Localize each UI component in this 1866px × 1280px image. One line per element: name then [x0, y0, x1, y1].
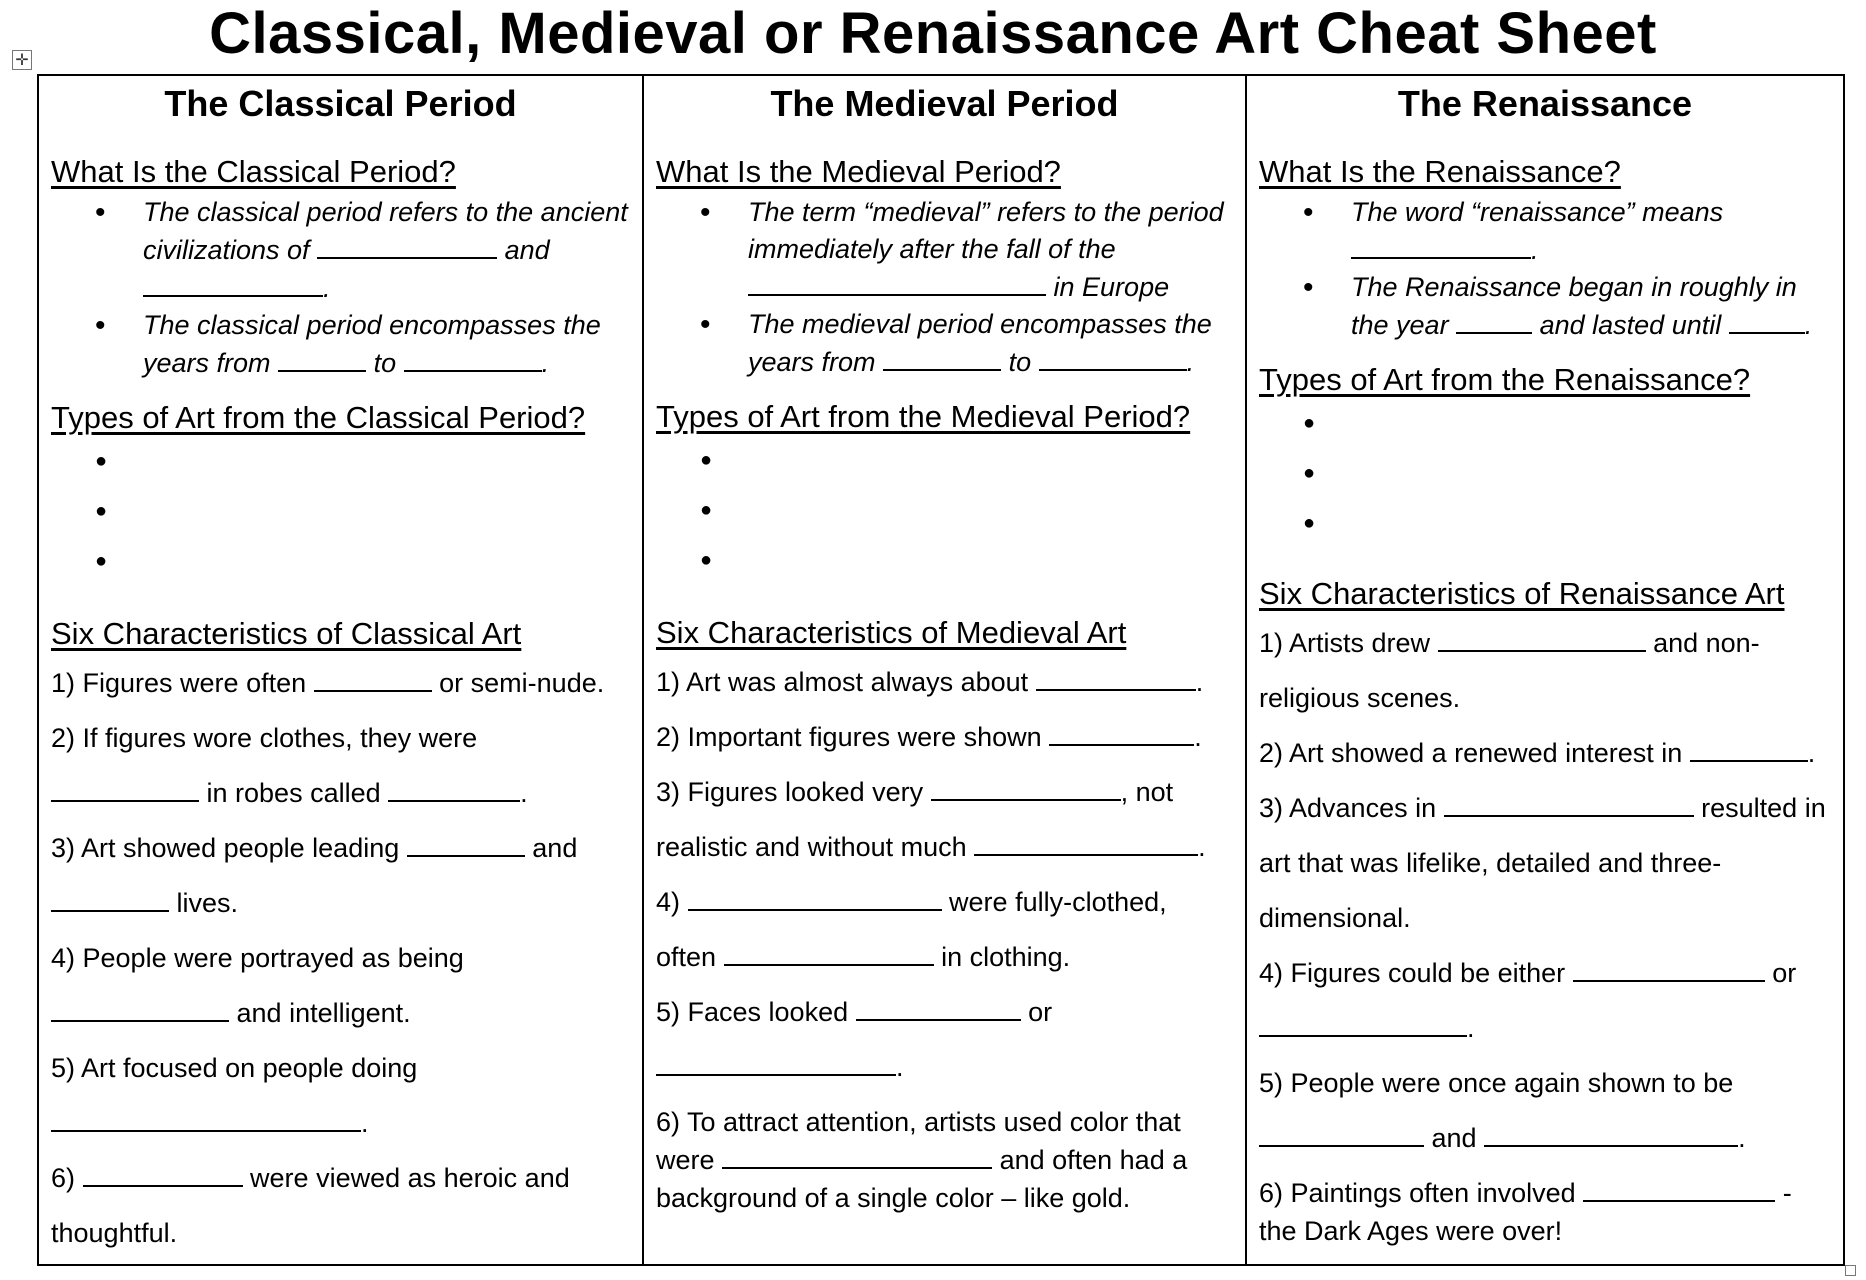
list-item[interactable]	[1259, 404, 1831, 454]
fill-blank[interactable]	[656, 1048, 896, 1076]
char-text: 2) Art showed a renewed interest in	[1259, 738, 1683, 768]
list-item[interactable]	[51, 542, 630, 592]
bullet-text: The term “medieval” refers to the period immediately after the fall of the	[748, 197, 1224, 264]
char-text: 6) To attract attention, artists used color that were	[656, 1107, 1181, 1175]
list-item	[656, 194, 1233, 306]
char-text: 3) Figures looked very	[656, 777, 924, 807]
char-text: 6)	[51, 1163, 76, 1193]
renaissance-what-list	[1259, 194, 1831, 344]
bullet-text: The classical period refers to the ancient civilizations of	[143, 197, 628, 265]
classical-types-list	[51, 442, 630, 592]
classical-what-heading: What Is the Classical Period?	[51, 154, 456, 189]
medieval-column	[642, 76, 1245, 1264]
list-item: • The medieval period encompasses the years from to .	[656, 306, 1233, 381]
char-text: 2) If figures wore clothes, they were	[51, 723, 478, 753]
fill-blank[interactable]	[856, 993, 1021, 1021]
renaissance-heading: The Renaissance	[1397, 83, 1693, 124]
char-text: resulted in art that was lifelike, detailed and three-dimensional.	[1259, 793, 1826, 933]
char-text: 5) People were once again shown to be	[1259, 1068, 1734, 1098]
renaissance-what-heading: What Is the Renaissance?	[1259, 154, 1621, 189]
fill-blank[interactable]	[748, 268, 1046, 296]
renaissance-column	[1245, 76, 1843, 1264]
char-text: 3) Advances in	[1259, 793, 1437, 823]
bullet-text: The classical period encompasses the years from	[143, 310, 601, 378]
cheat-sheet-table	[37, 74, 1845, 1266]
char-text: 4) Figures could be either	[1259, 958, 1566, 988]
fill-blank[interactable]	[83, 1159, 243, 1187]
bullet-text: The word “renaissance” means	[1351, 197, 1724, 227]
char-text: - the Dark Ages were over!	[1259, 1178, 1792, 1246]
renaissance-types-heading: Types of Art from the Renaissance?	[1259, 362, 1751, 397]
fill-blank[interactable]	[688, 883, 942, 911]
fill-blank[interactable]	[388, 774, 520, 802]
char-text: and non-religious scenes.	[1259, 628, 1760, 713]
classical-types-heading: Types of Art from the Classical Period?	[51, 400, 586, 435]
bullet-text: and lasted until	[1539, 310, 1722, 340]
char-text: , not realistic and without much	[656, 777, 1174, 862]
fill-blank[interactable]	[1456, 306, 1532, 334]
fill-blank[interactable]	[51, 774, 199, 802]
table-resize-handle[interactable]	[1845, 1265, 1856, 1276]
fill-blank[interactable]	[1729, 306, 1805, 334]
classical-heading: The Classical Period	[164, 83, 517, 124]
fill-blank[interactable]	[278, 344, 366, 372]
char-text: in robes called	[206, 778, 381, 808]
classical-what-list	[51, 194, 630, 382]
char-text: 3) Art showed people leading	[51, 833, 400, 863]
char-text: or	[1772, 958, 1797, 988]
fill-blank[interactable]	[1690, 734, 1808, 762]
fill-blank[interactable]	[1484, 1119, 1738, 1147]
renaissance-chars: 1) Artists drew and non-religious scenes. 2) Art showed a renewed interest in . 3) Advances in resulted in art that was lifelike, detailed and three-dimensional. 4) Figures could be either or . 5) People were once again shown to be and . 6) Paintings often involved - the Dark Ages were over!	[1259, 616, 1831, 1250]
char-text: or	[1028, 997, 1053, 1027]
classical-chars: 1) Figures were often or semi-nude. 2) If figures wore clothes, they were in robes called . 3) Art showed people leading and lives. 4) People were portrayed as being and intelligent. 5) Art focused on people doing . 6) were viewed as heroic and thoughtful.	[51, 656, 630, 1261]
bullet-text: and	[504, 235, 550, 265]
list-item[interactable]	[1259, 454, 1831, 504]
page-title: Classical, Medieval or Renaissance Art Cheat Sheet	[209, 1, 1657, 66]
bullet-text: The Renaissance began in roughly in the year	[1351, 272, 1797, 340]
bullet-text: in Europe	[1053, 272, 1170, 302]
medieval-chars: 1) Art was almost always about . 2) Important figures were shown . 3) Figures looked very , not realistic and without much . 4) were fully-clothed, often in clothing. 5) Faces looked or . 6) To attract attention, artists used color that were and often had a background of a single color – like gold.	[656, 655, 1233, 1217]
char-text: 1) Figures were often	[51, 668, 307, 698]
fill-blank[interactable]	[974, 828, 1198, 856]
medieval-what-list	[656, 194, 1233, 381]
list-item[interactable]	[51, 492, 630, 542]
char-text: and often had a background of a single color – like gold.	[656, 1145, 1188, 1213]
char-text: 1) Artists drew	[1259, 628, 1431, 658]
fill-blank[interactable]	[1039, 343, 1187, 371]
classical-chars-heading: Six Characteristics of Classical Art	[51, 616, 522, 651]
fill-blank[interactable]	[1351, 231, 1531, 259]
char-text: 6) Paintings often involved	[1259, 1178, 1576, 1208]
fill-blank[interactable]	[143, 269, 323, 297]
char-text: 4)	[656, 887, 681, 917]
renaissance-types-list	[1259, 404, 1831, 554]
bullet-text: to	[1008, 347, 1032, 377]
fill-blank[interactable]	[1259, 1009, 1467, 1037]
fill-blank[interactable]	[1438, 624, 1646, 652]
char-text: 5) Faces looked	[656, 997, 849, 1027]
fill-blank[interactable]	[51, 994, 229, 1022]
fill-blank[interactable]	[1583, 1174, 1775, 1202]
list-item[interactable]	[656, 441, 1233, 491]
fill-blank[interactable]	[1036, 663, 1196, 691]
fill-blank[interactable]	[724, 938, 934, 966]
fill-blank[interactable]	[404, 344, 542, 372]
list-item[interactable]	[656, 491, 1233, 541]
bullet-text: to	[373, 348, 397, 378]
char-text: 4) People were portrayed as being	[51, 943, 464, 973]
fill-blank[interactable]	[51, 1104, 361, 1132]
char-text: 1) Art was almost always about	[656, 667, 1029, 697]
list-item[interactable]	[656, 541, 1233, 591]
fill-blank[interactable]	[314, 664, 432, 692]
medieval-types-heading: Types of Art from the Medieval Period?	[656, 399, 1191, 434]
medieval-heading: The Medieval Period	[770, 83, 1119, 124]
list-item: • The Renaissance began in roughly in the year and lasted until .	[1259, 269, 1831, 344]
fill-blank[interactable]	[1444, 789, 1694, 817]
medieval-types-list	[656, 441, 1233, 591]
char-text: and	[532, 833, 578, 863]
char-text: in clothing.	[941, 942, 1071, 972]
list-item: • The classical period refers to the ancient civilizations of and .	[51, 194, 630, 307]
medieval-chars-heading: Six Characteristics of Medieval Art	[656, 615, 1127, 650]
char-text: lives.	[176, 888, 239, 918]
fill-blank[interactable]	[722, 1141, 992, 1169]
bullet-text: The medieval period encompasses the years from	[748, 309, 1212, 377]
fill-blank[interactable]	[51, 884, 169, 912]
char-text: were viewed as heroic and thoughtful.	[51, 1163, 570, 1248]
char-text: 2) Important figures were shown	[656, 722, 1042, 752]
list-item[interactable]	[1259, 504, 1831, 554]
char-text: and intelligent.	[236, 998, 411, 1028]
fill-blank[interactable]	[1259, 1119, 1424, 1147]
char-text: were fully-clothed, often	[656, 887, 1167, 972]
table-move-handle-icon[interactable]: ✛	[12, 50, 32, 70]
char-text: or semi-nude.	[439, 668, 605, 698]
classical-column	[39, 76, 642, 1264]
list-item: • The classical period encompasses the years from to .	[51, 307, 630, 382]
fill-blank[interactable]	[1573, 954, 1765, 982]
char-text: 5) Art focused on people doing	[51, 1053, 418, 1083]
char-text: and	[1431, 1123, 1477, 1153]
fill-blank[interactable]	[1049, 718, 1194, 746]
list-item: • The word “renaissance” means .	[1259, 194, 1831, 269]
renaissance-chars-heading: Six Characteristics of Renaissance Art	[1259, 576, 1785, 611]
list-item[interactable]	[51, 442, 630, 492]
fill-blank[interactable]	[317, 231, 497, 259]
fill-blank[interactable]	[883, 343, 1001, 371]
medieval-what-heading: What Is the Medieval Period?	[656, 154, 1061, 189]
fill-blank[interactable]	[931, 773, 1121, 801]
fill-blank[interactable]	[407, 829, 525, 857]
